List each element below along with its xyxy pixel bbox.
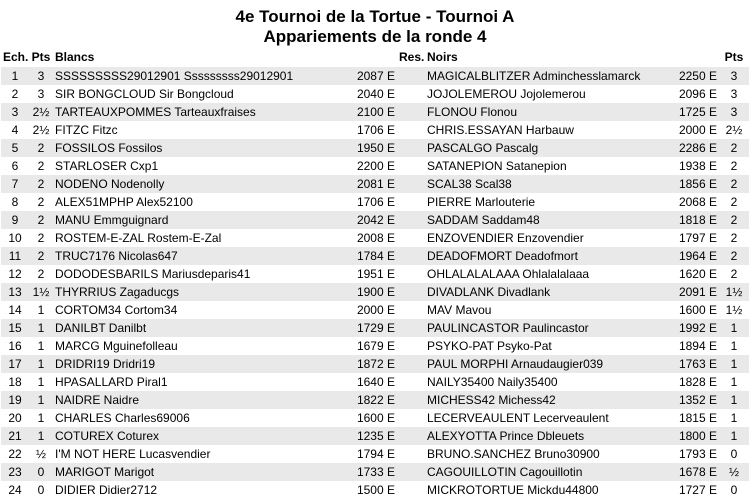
table-row <box>1 139 749 157</box>
white-rating: 1951 E <box>356 267 395 281</box>
black-player: SADDAM Saddam48 <box>425 211 667 229</box>
board-number: 11 <box>1 247 29 265</box>
black-rating: 1352 E <box>667 391 719 409</box>
board-number: 14 <box>8 303 22 317</box>
result <box>397 247 425 265</box>
black-points: 1 <box>730 339 738 353</box>
header-white-points: Pts <box>31 50 51 64</box>
black-points: 2½ <box>725 123 743 137</box>
table-row <box>1 337 749 355</box>
table-row <box>1 391 749 409</box>
black-points: 1 <box>719 355 749 373</box>
white-points: 1 <box>29 355 53 373</box>
black-player: DEADOFMORT Deadofmort <box>425 247 667 265</box>
white-points: 2 <box>37 159 45 173</box>
white-rating: 2008 E <box>356 231 395 245</box>
result <box>397 409 425 427</box>
black-rating: 1600 E <box>678 303 717 317</box>
board-number: 1 <box>1 67 29 85</box>
table-row <box>1 319 749 337</box>
black-points: 3 <box>730 87 738 101</box>
white-player: COTUREX Coturex <box>53 427 353 445</box>
table-row <box>1 301 749 319</box>
header-result: Res. <box>399 50 425 64</box>
black-rating: 1620 E <box>678 267 717 281</box>
black-points: 1½ <box>725 303 743 317</box>
black-points: 1 <box>719 391 749 409</box>
white-points: 2 <box>29 247 53 265</box>
white-points: 2 <box>29 175 53 193</box>
white-player: DIDIER Didier2712 <box>55 483 158 497</box>
black-rating: 1964 E <box>667 247 719 265</box>
black-points: 1 <box>730 375 738 389</box>
white-player: MARCG Mguinefolleau <box>55 339 178 353</box>
white-rating: 1733 E <box>353 463 397 481</box>
header-black: Noirs <box>427 50 458 64</box>
black-player: MAV Mavou <box>427 303 492 317</box>
black-points: 1 <box>719 319 749 337</box>
board-number: 20 <box>8 411 22 425</box>
white-rating: 1784 E <box>353 247 397 265</box>
table-row <box>1 229 749 247</box>
white-rating: 2081 E <box>353 175 397 193</box>
table-row <box>1 283 749 301</box>
white-rating: 1679 E <box>356 339 395 353</box>
result <box>397 67 425 85</box>
black-points: 2 <box>719 211 749 229</box>
white-player: NODENO Nodenolly <box>53 175 353 193</box>
board-number: 8 <box>11 195 19 209</box>
black-points: 2 <box>719 175 749 193</box>
result <box>397 481 425 499</box>
white-player: CHARLES Charles69006 <box>55 411 190 425</box>
board-number: 22 <box>8 447 22 461</box>
table-row <box>1 175 749 193</box>
white-rating: 2000 E <box>356 303 395 317</box>
result <box>397 265 425 283</box>
board-number: 7 <box>1 175 29 193</box>
white-player: DRIDRI19 Dridri19 <box>53 355 353 373</box>
white-points: 0 <box>37 483 45 497</box>
header-board: Ech. <box>3 50 29 64</box>
header-black-rating <box>667 47 719 67</box>
white-player: FOSSILOS Fossilos <box>53 139 353 157</box>
result <box>397 229 425 247</box>
white-rating: 1729 E <box>353 319 397 337</box>
white-rating: 1900 E <box>353 283 397 301</box>
white-points: 3 <box>29 67 53 85</box>
board-number: 21 <box>1 427 29 445</box>
white-player: MANU Emmguignard <box>53 211 353 229</box>
black-points: 3 <box>719 103 749 121</box>
board-number: 19 <box>1 391 29 409</box>
board-number: 16 <box>8 339 22 353</box>
black-rating: 1938 E <box>678 159 717 173</box>
white-player: SSSSSSSSS29012901 Sssssssss29012901 <box>53 67 353 85</box>
white-rating: 1706 E <box>356 195 395 209</box>
white-points: 3 <box>37 87 45 101</box>
black-player: DIVADLANK Divadlank <box>425 283 667 301</box>
white-player: TARTEAUXPOMMES Tarteauxfraises <box>53 103 353 121</box>
black-player: OHLALALALAAA Ohlalalalaaa <box>427 267 590 281</box>
white-player: I'M NOT HERE Lucasvendier <box>55 447 211 461</box>
black-rating: 1800 E <box>667 427 719 445</box>
white-points: 1 <box>37 303 45 317</box>
board-number: 10 <box>8 231 22 245</box>
black-player: NAILY35400 Naily35400 <box>427 375 558 389</box>
result <box>397 319 425 337</box>
black-player: LECERVEAULENT Lecerveaulent <box>427 411 609 425</box>
black-rating: 2250 E <box>667 67 719 85</box>
black-player: ENZOVENDIER Enzovendier <box>427 231 584 245</box>
table-row <box>1 463 749 481</box>
white-points: 0 <box>29 463 53 481</box>
result <box>397 85 425 103</box>
tournament-title: 4e Tournoi de la Tortue - Tournoi A <box>235 7 515 26</box>
table-row <box>1 481 749 499</box>
table-row <box>1 85 749 103</box>
black-rating: 1763 E <box>667 355 719 373</box>
board-number: 3 <box>1 103 29 121</box>
white-points: 1 <box>29 427 53 445</box>
table-row <box>1 103 749 121</box>
black-points: 1 <box>719 427 749 445</box>
round-subtitle: Appariements de la ronde 4 <box>263 27 487 46</box>
black-rating: 1797 E <box>678 231 717 245</box>
white-player: MARIGOT Marigot <box>53 463 353 481</box>
board-number: 9 <box>1 211 29 229</box>
black-rating: 2068 E <box>678 195 717 209</box>
black-player: PSYKO-PAT Psyko-Pat <box>427 339 552 353</box>
white-rating: 1794 E <box>356 447 395 461</box>
board-number: 15 <box>1 319 29 337</box>
white-player: FITZC Fitzc <box>55 123 118 137</box>
black-player: FLONOU Flonou <box>425 103 667 121</box>
black-rating: 1856 E <box>667 175 719 193</box>
table-row <box>1 355 749 373</box>
table-row <box>1 409 749 427</box>
result <box>397 463 425 481</box>
white-points: 2 <box>29 139 53 157</box>
white-player: CORTOM34 Cortom34 <box>55 303 178 317</box>
header-white-rating <box>353 47 397 67</box>
black-player: BRUNO.SANCHEZ Bruno30900 <box>427 447 600 461</box>
board-number: 6 <box>11 159 19 173</box>
result <box>397 175 425 193</box>
black-points: 0 <box>730 483 738 497</box>
black-points: 1 <box>730 411 738 425</box>
white-points: ½ <box>35 447 46 461</box>
white-points: 1 <box>37 339 45 353</box>
white-rating: 2087 E <box>353 67 397 85</box>
white-rating: 2042 E <box>353 211 397 229</box>
white-points: 1½ <box>29 283 53 301</box>
result <box>397 139 425 157</box>
board-number: 2 <box>11 87 19 101</box>
black-player: MAGICALBLITZER Adminchesslamarck <box>425 67 667 85</box>
black-player: PAULINCASTOR Paulincastor <box>425 319 667 337</box>
table-row <box>1 445 749 463</box>
white-player: ALEX51MPHP Alex52100 <box>55 195 193 209</box>
white-player: HPASALLARD Piral1 <box>55 375 168 389</box>
black-rating: 2091 E <box>667 283 719 301</box>
black-points: 3 <box>719 67 749 85</box>
white-points: 1 <box>37 375 45 389</box>
black-player: ALEXYOTTA Prince Dbleuets <box>425 427 667 445</box>
board-number: 13 <box>1 283 29 301</box>
result <box>397 211 425 229</box>
white-player: DANILBT Danilbt <box>53 319 353 337</box>
black-rating: 1678 E <box>667 463 719 481</box>
black-points: 2 <box>730 267 738 281</box>
result <box>397 301 425 319</box>
black-player: MICKROTORTUE Mickdu44800 <box>427 483 599 497</box>
white-rating: 2040 E <box>356 87 395 101</box>
white-points: 2 <box>29 211 53 229</box>
black-rating: 2000 E <box>678 123 717 137</box>
table-row <box>1 427 749 445</box>
black-player: PIERRE Marlouterie <box>427 195 536 209</box>
white-points: 1 <box>29 391 53 409</box>
table-row <box>1 121 749 139</box>
result <box>397 427 425 445</box>
black-points: 0 <box>730 447 738 461</box>
header-white: Blancs <box>55 50 95 64</box>
pairings-table <box>1 47 749 499</box>
white-points: 2 <box>37 267 45 281</box>
black-rating: 1725 E <box>667 103 719 121</box>
result <box>397 283 425 301</box>
white-rating: 1950 E <box>353 139 397 157</box>
result <box>397 337 425 355</box>
result <box>397 445 425 463</box>
result <box>397 355 425 373</box>
table-row <box>1 193 749 211</box>
white-player: STARLOSER Cxp1 <box>55 159 159 173</box>
header-black-points: Pts <box>724 50 744 64</box>
white-rating: 1822 E <box>353 391 397 409</box>
black-rating: 1828 E <box>678 375 717 389</box>
board-number: 17 <box>1 355 29 373</box>
black-rating: 1894 E <box>678 339 717 353</box>
black-rating: 1727 E <box>678 483 717 497</box>
white-rating: 1500 E <box>356 483 395 497</box>
header-row <box>1 47 749 67</box>
black-points: 1½ <box>719 283 749 301</box>
black-player: CAGOUILLOTIN Cagouillotin <box>425 463 667 481</box>
black-player: SATANEPION Satanepion <box>427 159 567 173</box>
table-row <box>1 157 749 175</box>
black-points: 2 <box>719 139 749 157</box>
black-rating: 1818 E <box>667 211 719 229</box>
white-points: 2½ <box>29 103 53 121</box>
white-points: 2½ <box>32 123 50 137</box>
white-rating: 2100 E <box>353 103 397 121</box>
table-row <box>1 247 749 265</box>
board-number: 4 <box>11 123 19 137</box>
board-number: 24 <box>8 483 22 497</box>
black-rating: 2286 E <box>667 139 719 157</box>
result <box>397 121 425 139</box>
white-rating: 2200 E <box>356 159 395 173</box>
white-rating: 1706 E <box>356 123 395 137</box>
black-player: PAUL MORPHI Arnaudaugier039 <box>425 355 667 373</box>
black-rating: 2096 E <box>678 87 717 101</box>
black-player: MICHESS42 Michess42 <box>425 391 667 409</box>
board-number: 18 <box>8 375 22 389</box>
white-player: ROSTEM-E-ZAL Rostem-E-Zal <box>55 231 222 245</box>
black-rating: 1793 E <box>678 447 717 461</box>
board-number: 23 <box>1 463 29 481</box>
table-row <box>1 211 749 229</box>
white-points: 2 <box>37 195 45 209</box>
white-player: DODODESBARILS Mariusdeparis41 <box>55 267 251 281</box>
black-points: ½ <box>719 463 749 481</box>
black-points: 2 <box>730 231 738 245</box>
result <box>397 373 425 391</box>
black-player: SCAL38 Scal38 <box>425 175 667 193</box>
black-player: JOJOLEMEROU Jojolemerou <box>427 87 586 101</box>
result <box>397 391 425 409</box>
white-player: NAIDRE Naidre <box>53 391 353 409</box>
white-points: 1 <box>37 411 45 425</box>
black-points: 2 <box>719 247 749 265</box>
table-row <box>1 67 749 85</box>
result <box>397 103 425 121</box>
white-player: TRUC7176 Nicolas647 <box>53 247 353 265</box>
table-row <box>1 265 749 283</box>
board-number: 5 <box>1 139 29 157</box>
white-rating: 1600 E <box>356 411 395 425</box>
table-row <box>1 373 749 391</box>
white-player: SIR BONGCLOUD Sir Bongcloud <box>55 87 234 101</box>
white-points: 2 <box>37 231 45 245</box>
black-player: PASCALGO Pascalg <box>425 139 667 157</box>
white-points: 1 <box>29 319 53 337</box>
black-points: 2 <box>730 159 738 173</box>
white-rating: 1640 E <box>356 375 395 389</box>
black-rating: 1815 E <box>678 411 717 425</box>
white-rating: 1235 E <box>353 427 397 445</box>
black-rating: 1992 E <box>667 319 719 337</box>
black-player: CHRIS.ESSAYAN Harbauw <box>427 123 574 137</box>
board-number: 12 <box>8 267 22 281</box>
result <box>397 193 425 211</box>
result <box>397 157 425 175</box>
white-rating: 1872 E <box>353 355 397 373</box>
black-points: 2 <box>730 195 738 209</box>
white-player: THYRRIUS Zagaducgs <box>53 283 353 301</box>
